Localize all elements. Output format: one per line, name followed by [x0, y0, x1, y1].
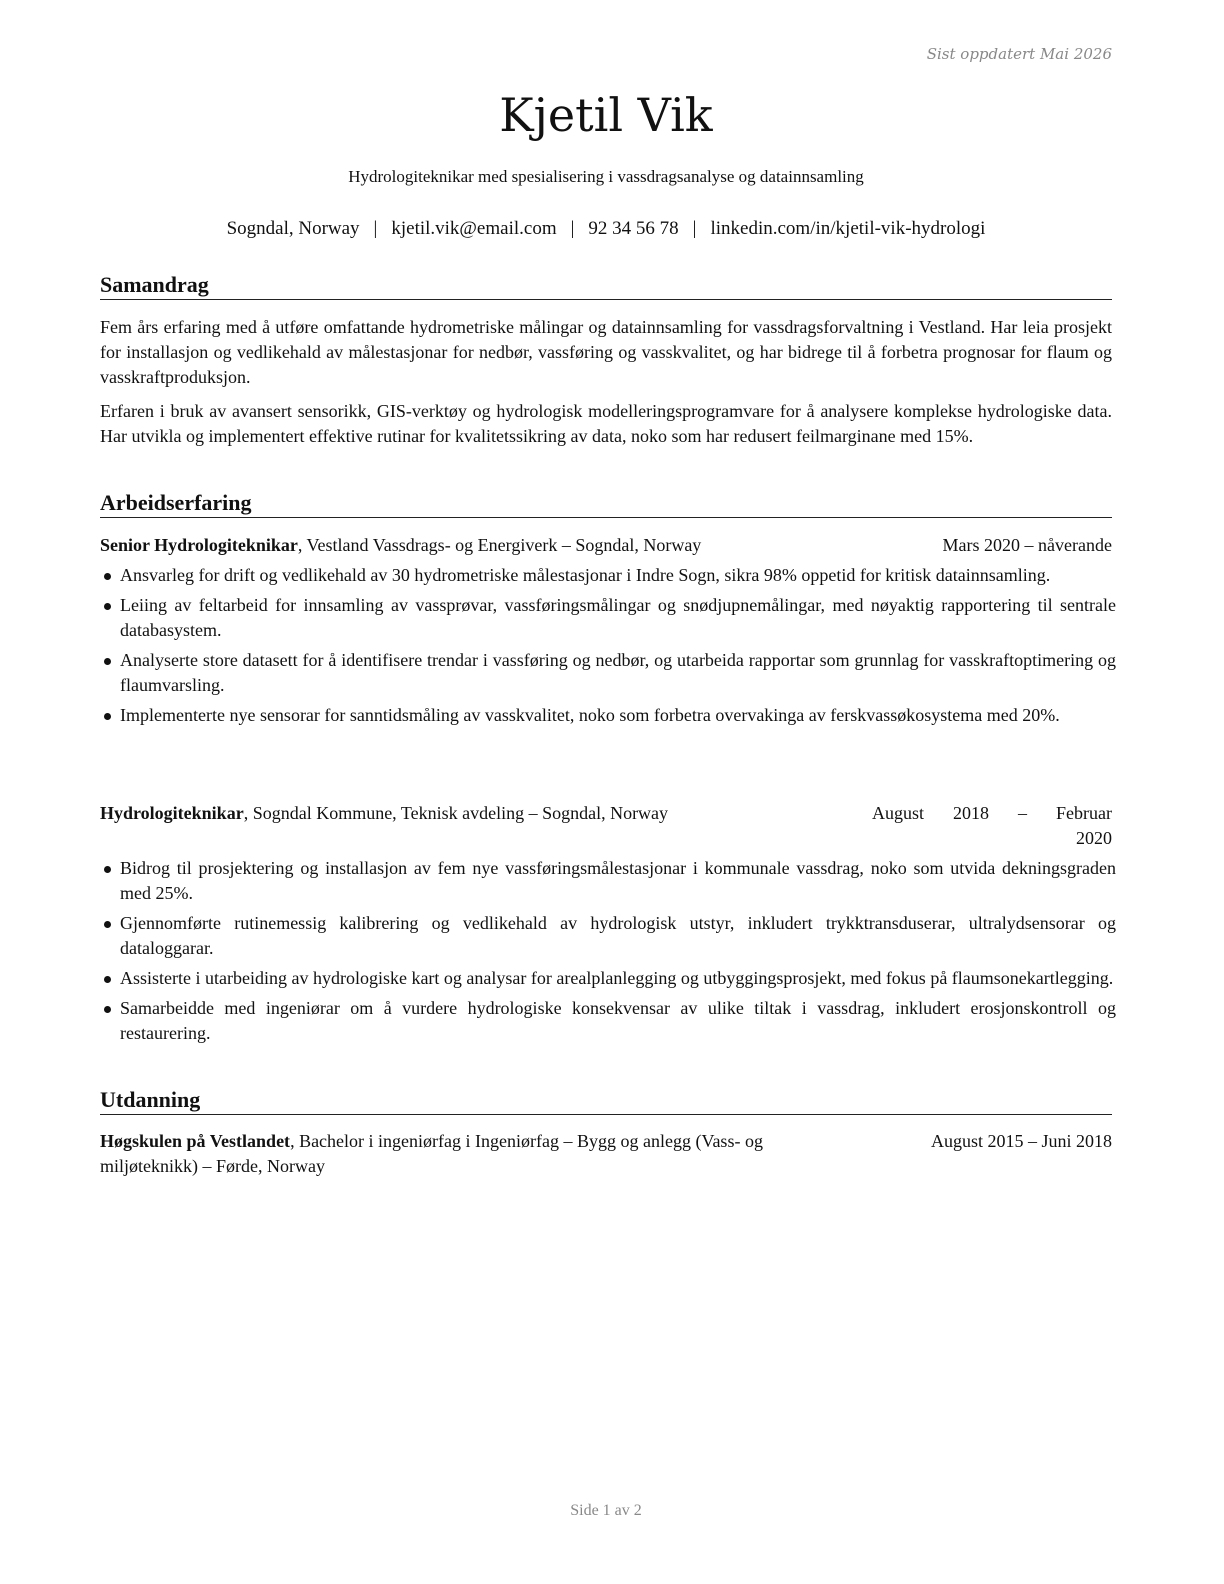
job-dates-line: 2020 — [1076, 828, 1112, 848]
contact-separator: | — [692, 218, 697, 239]
job-dates: Mars 2020 – nåverande — [942, 535, 1112, 555]
list-item: Assisterte i utarbeiding av hydrologiske kart og analysar for arealplanlegging og utbyggingsprosjekt, med fokus på flaumsonekartlegging. — [100, 966, 1116, 991]
job-employer: , Vestland Vassdrags- og Energiverk – Sogndal, Norway — [297, 535, 702, 555]
summary-paragraph: Erfaren i bruk av avansert sensorikk, GIS-verktøy og hydrologisk modelleringsprogramvare for å analysere komplekse hydrologiske data. Har utvikla og implementert effektive rutinar for kvalitetssikring av data, noko som har redusert feilmarginane med 15%. — [100, 401, 1112, 446]
job-header — [100, 533, 1112, 558]
education-dates: August 2015 – Juni 2018 — [930, 1131, 1112, 1151]
list-item: Ansvarleg for drift og vedlikehald av 30 hydrometriske målestasjonar i Indre Sogn, sikra 98% oppetid for kritisk datainnsamling. — [100, 563, 1116, 588]
section-title-experience: Arbeidserfaring — [100, 490, 1112, 518]
education-title-line — [100, 1129, 880, 1179]
job-bullets — [100, 856, 1116, 1051]
job-bullets — [100, 563, 1116, 733]
last-updated: Sist oppdatert Mai 2026 — [926, 45, 1112, 63]
job-title-line — [100, 801, 668, 826]
education-degree: , Bachelor i ingeniørfag i Ingeniørfag – Bygg og anlegg (Vass- og — [290, 1131, 763, 1151]
job-employer: , Sogndal Kommune, Teknisk avdeling – Sogndal, Norway — [243, 803, 669, 823]
education-degree-cont: miljøteknikk) – Førde, Norway — [100, 1156, 325, 1176]
list-item: Implementerte nye sensorar for sanntidsmåling av vasskvalitet, noko som forbetra overvakinga av ferskvassøkosystema med 20%. — [100, 703, 1116, 728]
job-role: Senior Hydrologiteknikar — [100, 535, 298, 555]
list-item: Leiing av feltarbeid for innsamling av vassprøvar, vassføringsmålingar og snødjupnemålingar, med nøyaktig rapportering til sentrale databasystem. — [100, 593, 1116, 643]
job-dates-line: August 2018 – Februar — [872, 803, 1112, 823]
summary-paragraph: Fem års erfaring med å utføre omfattande hydrometriske målingar og datainnsamling for vassdragsforvaltning i Vestland. Har leia prosjekt for installasjon og vedlikehald av målestasjonar for nedbør, vassføring og vasskvalitet, og har bidrege til å forbetra prognosar for flaum og vasskraftproduksjon. — [100, 317, 1112, 387]
education-entry — [100, 1129, 1112, 1179]
job-dates — [872, 801, 1112, 851]
contact-phone: 92 34 56 78 — [588, 218, 679, 239]
contact-linkedin[interactable]: linkedin.com/in/kjetil-vik-hydrologi — [710, 218, 986, 239]
list-item: Analyserte store datasett for å identifisere trendar i vassføring og nedbør, og utarbeida rapportar som grunnlag for vasskraftoptimering og flaumvarsling. — [100, 648, 1116, 698]
candidate-name: Kjetil Vik — [499, 88, 713, 142]
section-title-education: Utdanning — [100, 1087, 1112, 1115]
list-item: Bidrog til prosjektering og installasjon av fem nye vassføringsmålestasjonar i kommunale vassdrag, noko som utvida dekningsgraden med 25%. — [100, 856, 1116, 906]
page-number: Side 1 av 2 — [570, 1502, 642, 1519]
job-role: Hydrologiteknikar — [100, 803, 244, 823]
education-school: Høgskulen på Vestlandet — [100, 1131, 291, 1151]
contact-separator: | — [373, 218, 378, 239]
contact-line — [100, 218, 1112, 240]
contact-location: Sogndal, Norway — [226, 218, 360, 239]
list-item: Gjennomførte rutinemessig kalibrering og vedlikehald av hydrologisk utstyr, inkludert trykktransduserar, ultralydsensorar og dataloggarar. — [100, 911, 1116, 961]
list-item: Samarbeidde med ingeniørar om å vurdere hydrologiske konsekvensar av ulike tiltak i vassdrag, inkludert erosjonskontroll og restaurering. — [100, 996, 1116, 1046]
job-title-line — [100, 533, 701, 558]
resume-page — [100, 0, 1116, 1584]
headline: Hydrologiteknikar med spesialisering i vassdragsanalyse og datainnsamling — [348, 167, 864, 186]
section-title-summary: Samandrag — [100, 272, 1112, 300]
job-header — [100, 801, 1112, 851]
contact-separator: | — [570, 218, 575, 239]
contact-email[interactable]: kjetil.vik@email.com — [391, 218, 557, 239]
